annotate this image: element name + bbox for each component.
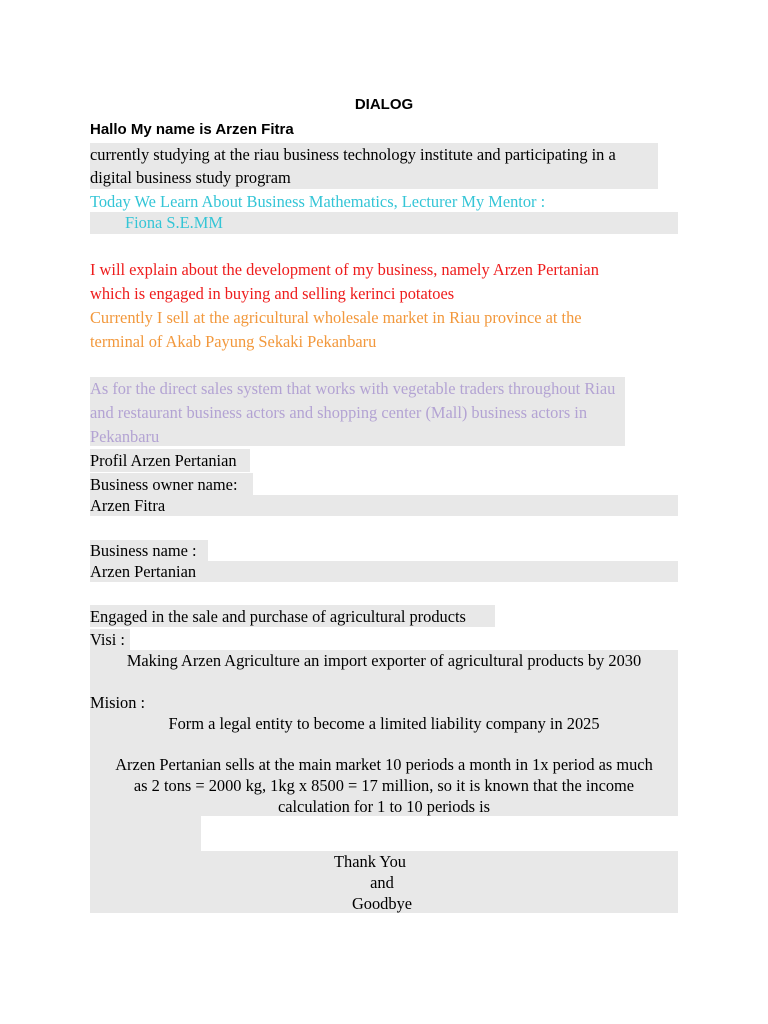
profile-heading: Profil Arzen Pertanian [90, 451, 237, 470]
study-line-2: digital business study program [90, 168, 291, 187]
sales-line-1: Arzen Pertanian sells at the main market 10 periods a month in 1x period as much [115, 755, 653, 774]
market-line-2: terminal of Akab Payung Sekaki Pekanbaru [90, 332, 377, 351]
mentor-name: Fiona S.E.MM [125, 213, 223, 232]
mision-text: Form a legal entity to become a limited liability company in 2025 [168, 714, 600, 733]
intro-heading: Hallo My name is Arzen Fitra [90, 121, 294, 138]
mision-label: Mision : [90, 693, 146, 712]
market-line-1: Currently I sell at the agricultural wholesale market in Riau province at the [90, 308, 582, 327]
document-title: DIALOG [354, 96, 414, 113]
sales-line-3: calculation for 1 to 10 periods is [277, 797, 491, 816]
visi-label: Visi : [90, 630, 125, 649]
mentor-line-1: Today We Learn About Business Mathematics, Lecturer My Mentor : [90, 192, 546, 211]
highlight-owner-value [90, 495, 678, 516]
closing-line-3: Goodbye [351, 894, 413, 913]
visi-text: Making Arzen Agriculture an import exporter of agricultural products by 2030 [126, 651, 642, 670]
sales-line-2: as 2 tons = 2000 kg, 1kg x 8500 = 17 million, so it is known that the income [133, 776, 635, 795]
owner-value: Arzen Fitra [90, 496, 166, 515]
explain-line-1: I will explain about the development of my business, namely Arzen Pertanian [90, 260, 599, 279]
closing-line-1: Thank You [334, 852, 406, 871]
business-name-label: Business name : [90, 541, 197, 560]
explain-line-2: which is engaged in buying and selling kerinci potatoes [90, 284, 455, 303]
highlight-income-cell [90, 816, 201, 851]
direct-sales-line-1: As for the direct sales system that works with vegetable traders throughout Riau [90, 379, 616, 398]
business-name-value: Arzen Pertanian [90, 562, 197, 581]
engaged-text: Engaged in the sale and purchase of agricultural products [90, 607, 466, 626]
direct-sales-line-3: Pekanbaru [90, 427, 160, 446]
direct-sales-line-2: and restaurant business actors and shopping center (Mall) business actors in [90, 403, 588, 422]
study-line-1: currently studying at the riau business technology institute and participating in a [90, 145, 616, 164]
closing-line-2: and [370, 873, 394, 892]
owner-label: Business owner name: [90, 475, 238, 494]
